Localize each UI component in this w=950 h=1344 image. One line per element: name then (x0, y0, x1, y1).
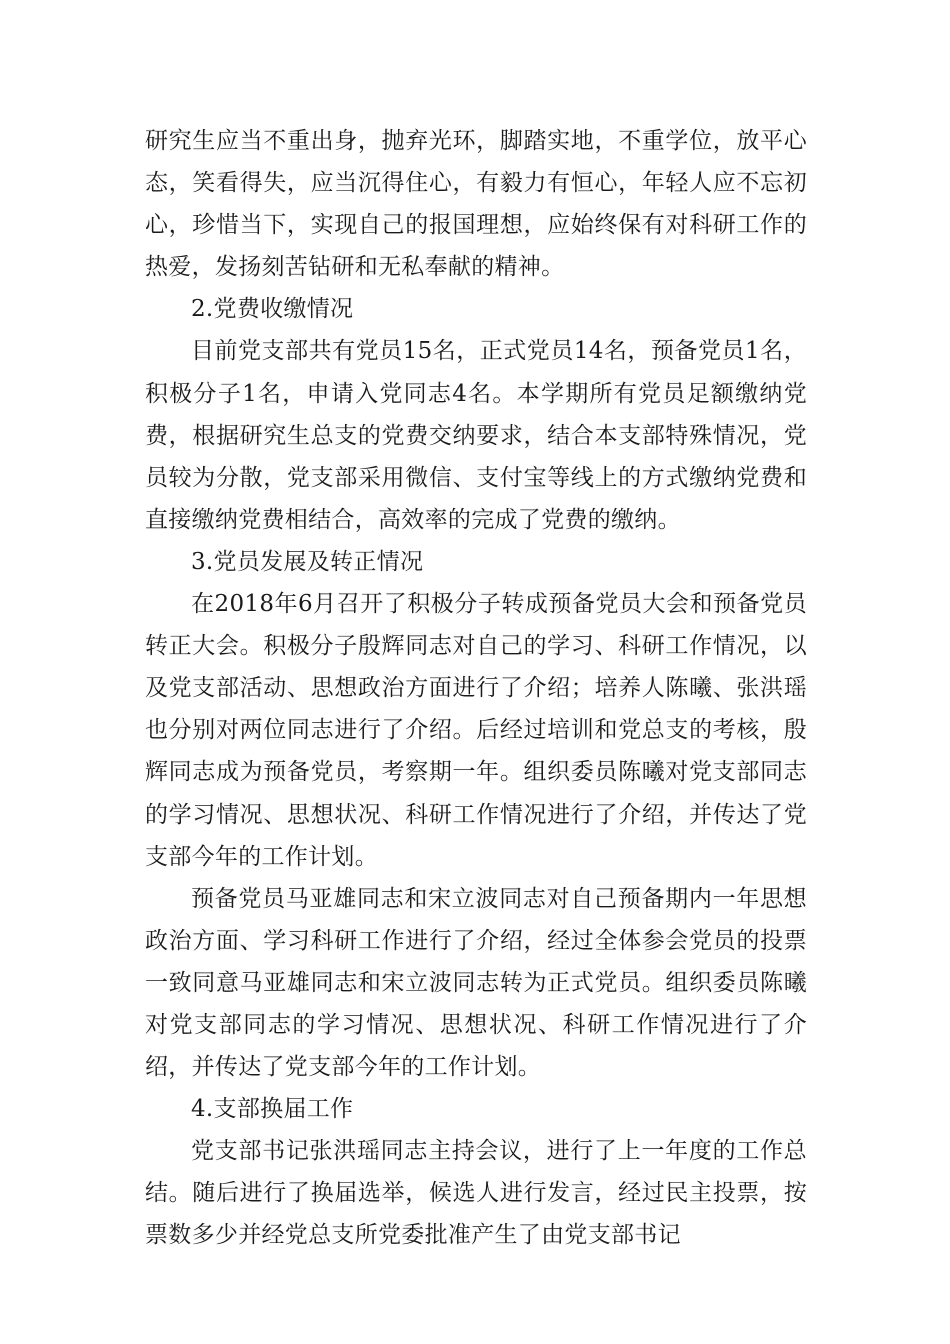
paragraph-continuation: 研究生应当不重出身，抛弃光环，脚踏实地，不重学位，放平心态，笑看得失，应当沉得住心，有毅力有恒心，年轻人应不忘初心，珍惜当下，实现自己的报国理想，应始终保有对科研工作的热爱，发扬刻苦钻研和无私奉献的精神。 (145, 128, 807, 281)
paragraph-party-fees: 目前党支部共有党员15名，正式党员14名，预备党员1名，积极分子1名，申请入党同志4名。本学期所有党员足额缴纳党费，根据研究生总支的党费交纳要求，结合本支部特殊情况，党员较为分散，党支部采用微信、支付宝等线上的方式缴纳党费和直接缴纳党费相结合，高效率的完成了党费的缴纳。 (145, 338, 807, 533)
section-heading-member-development: 3.党员发展及转正情况 (191, 548, 424, 575)
paragraph-member-development: 在2018年6月召开了积极分子转成预备党员大会和预备党员转正大会。积极分子殷辉同志对自己的学习、科研工作情况，以及党支部活动、思想政治方面进行了介绍；培养人陈曦、张洪瑶也分别对两位同志进行了介绍。后经过培训和党总支的考核，殷辉同志成为预备党员，考察期一年。组织委员陈曦对党支部同志的学习情况、思想状况、科研工作情况进行了介绍，并传达了党支部今年的工作计划。 (145, 591, 807, 870)
document-body (145, 120, 807, 1257)
section-heading-branch-election: 4.支部换届工作 (191, 1096, 354, 1123)
paragraph-branch-election: 党支部书记张洪瑶同志主持会议，进行了上一年度的工作总结。随后进行了换届选举，候选人进行发言，经过民主投票，按票数多少并经党总支所党委批准产生了由党支部书记 (145, 1138, 807, 1249)
paragraph-member-confirmation: 预备党员马亚雄同志和宋立波同志对自己预备期内一年思想政治方面、学习科研工作进行了介绍，经过全体参会党员的投票一致同意马亚雄同志和宋立波同志转为正式党员。组织委员陈曦对党支部同志的学习情况、思想状况、科研工作情况进行了介绍，并传达了党支部今年的工作计划。 (145, 885, 807, 1081)
section-heading-party-fees: 2.党费收缴情况 (191, 296, 354, 323)
